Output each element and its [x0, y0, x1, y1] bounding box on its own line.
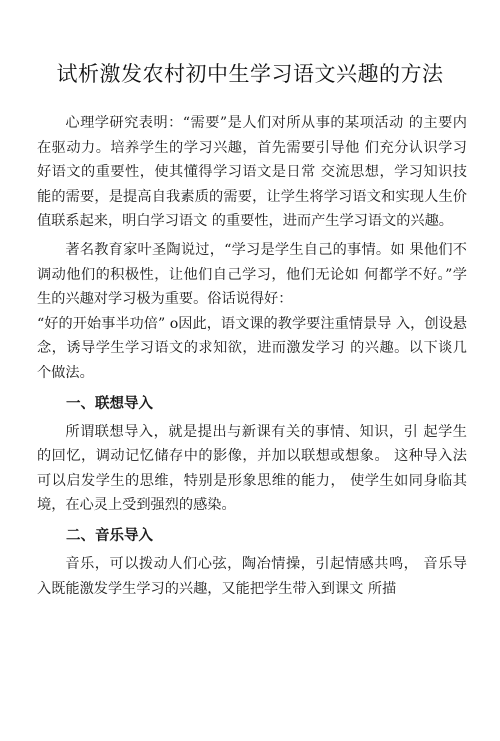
document-body [37, 111, 467, 601]
paragraph-music: 音乐，可以拨动人们心弦，陶冶情操，引起情感共鸣， 音乐导入既能激发学生学习的兴趣，又能把学生带入到课文 所描 [37, 555, 467, 597]
section-heading-association: 一、联想导入 [66, 395, 153, 412]
paragraph-saying: “好的开始事半功倍” o因此，语文课的教学要注重情景导 入，创设悬念，诱导学生学习语文的求知欲，进而激发学习 的兴趣。以下谈几个做法。 [37, 315, 467, 381]
paragraph-association: 所谓联想导入，就是提出与新课有关的事情、知识，引 起学生的回忆，调动记忆储存中的影像，并加以联想或想象。 这种导入法可以启发学生的思维，特别是形象思维的能力， 使学生如同身临其境，在心灵上受到强烈的感染。 [37, 423, 467, 514]
paragraph-intro: 心理学研究表明：“需要”是人们对所从事的某项活动 的主要内在驱动力。培养学生的学习兴趣，首先需要引导他 们充分认识学习好语文的重要性，使其懂得学习语文是日常 交流思想，学习知识技能的需要，是提高自我素质的需要，让学生将学习语文和实现人生价值联系起来，明白学习语文 的重要性，进而产生学习语文的兴趣。 [37, 115, 467, 230]
document-title: 试析激发农村初中生学习语文兴趣的方法 [56, 62, 444, 86]
paragraph-quote: 著名教育家叶圣陶说过，“学习是学生自己的事情。如 果他们不调动他们的积极性，让他们自己学习，他们无论如 何都学不好。”学生的兴趣对学习极为重要。俗话说得好： [37, 241, 467, 308]
section-heading-music: 二、音乐导入 [66, 527, 153, 544]
